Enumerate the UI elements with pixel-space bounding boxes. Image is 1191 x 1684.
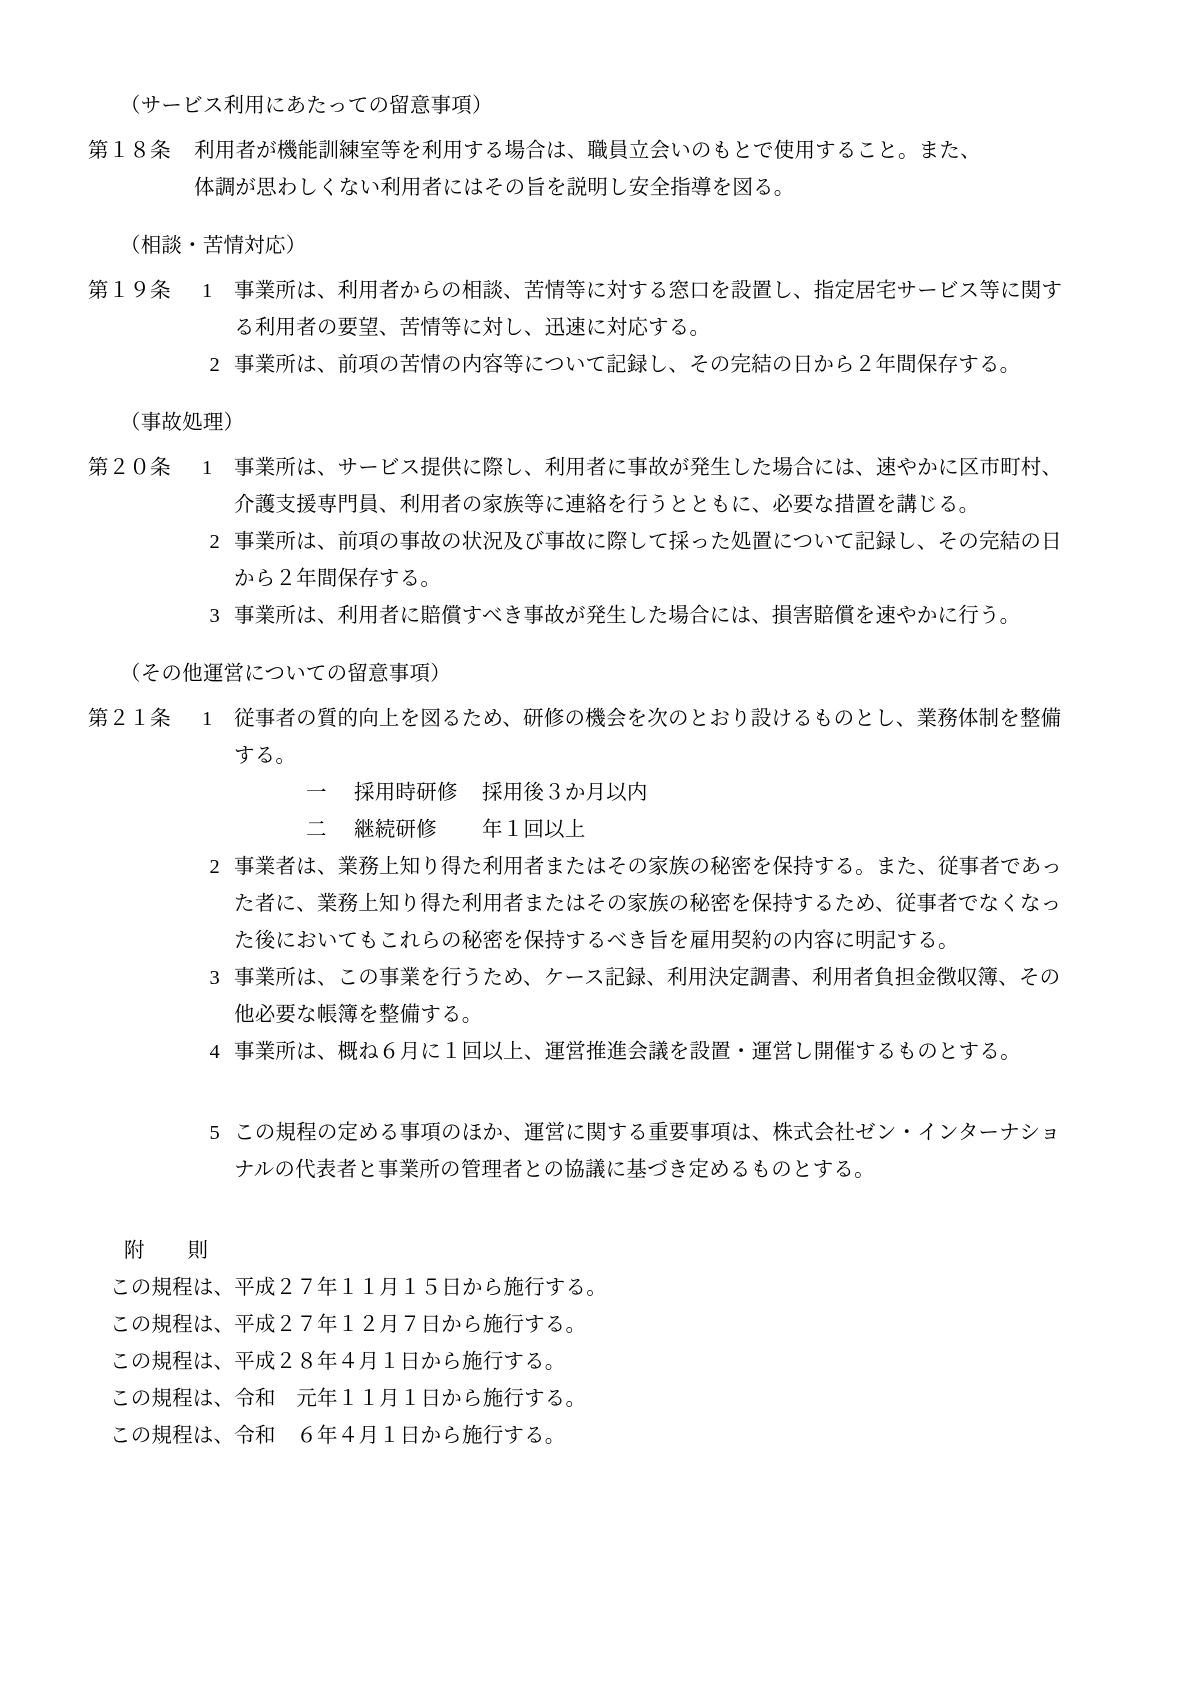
section-article-18 [88, 96, 1091, 215]
article-21-enumeration-1-mark: 一 [306, 782, 327, 804]
document-body [88, 96, 1091, 1463]
article-19-item-2-number: 2 [209, 354, 220, 376]
spacer [88, 1079, 1091, 1123]
article-19-item-1-line-1: る利用者の要望、苦情等に対し、迅速に対応する。 [234, 317, 711, 339]
article-21-item-2-line-2: た後においてもこれらの秘密を保持するべき旨を雇用契約の内容に明記する。 [234, 930, 959, 952]
article-21-item-3-line-1: 他必要な帳簿を整備する。 [234, 1004, 483, 1026]
article-21-item-1-line-1: する。 [234, 745, 297, 767]
group-title-19: （相談・苦情対応） [120, 235, 307, 257]
article-heading-18 [88, 141, 1091, 178]
article-19-item-2-line-0: 事業所は、前項の苦情の内容等について記録し、その完結の日から２年間保存する。 [234, 354, 1021, 376]
group-title-20: （事故処理） [120, 412, 245, 434]
article-20-item-2-line-1: から２年間保存する。 [234, 568, 442, 590]
article-19-item-1-number: 1 [202, 280, 213, 302]
section-article-21 [88, 664, 1091, 1197]
group-title-21: （その他運営についての留意事項） [120, 663, 451, 685]
article-label-21: 第２１条 [88, 708, 171, 730]
article-21-item-3-line-0: 事業所は、この事業を行うため、ケース記録、利用決定調書、利用者負担金徴収簿、その [234, 967, 1061, 989]
article-label-19: 第１９条 [88, 280, 171, 302]
article-20-item-2-line-0: 事業所は、前項の事故の状況及び事故に際して採った処置について記録し、その完結の日 [234, 531, 1062, 553]
article-21-item-4-number: 4 [209, 1041, 220, 1063]
article-heading-21 [88, 709, 1091, 746]
article-21-item-5-number: 5 [209, 1122, 220, 1144]
article-heading-20 [88, 458, 1091, 495]
article-21-item-1-line-0: 従事者の質的向上を図るため、研修の機会を次のとおり設けるものとし、業務体制を整備 [234, 708, 1062, 730]
spacer [88, 1197, 1091, 1241]
article-21-item-4-line-0: 事業所は、概ね６月に１回以上、運営推進会議を設置・運営し開催するものとする。 [234, 1041, 1021, 1063]
article-21-item-2 [88, 857, 1091, 894]
article-21-enumeration-1 [88, 783, 1091, 820]
article-19-item-2 [88, 355, 1091, 392]
article-21-enumeration-1-label: 採用時研修 [354, 782, 458, 804]
article-21-item-2-number: 2 [209, 856, 220, 878]
article-21-item-3 [88, 968, 1091, 1005]
article-21-item-2-line-1: た者に、業務上知り得た利用者またはその家族の秘密を保持するため、従事者でなくなっ [234, 893, 1062, 915]
article-21-item-3-number: 3 [209, 967, 220, 989]
article-heading-19 [88, 281, 1091, 318]
supplementary-title: 附 則 [124, 1240, 220, 1262]
article-21-item-5-line-1: ナルの代表者と事業所の管理者との協議に基づき定めるものとする。 [234, 1159, 875, 1181]
article-18-item-0-line-0: 利用者が機能訓練室等を利用する場合は、職員立会いのもとで使用すること。また、 [194, 140, 981, 162]
supplementary-line-1: この規程は、平成２７年１１月１５日から施行する。 [110, 1277, 607, 1299]
article-20-item-3-line-0: 事業所は、利用者に賠償すべき事故が発生した場合には、損害賠償を速やかに行う。 [234, 605, 1021, 627]
article-20-item-2-number: 2 [209, 531, 220, 553]
spacer [88, 643, 1091, 664]
group-title-18: （サービス利用にあたっての留意事項） [120, 95, 493, 117]
article-21-enumeration-2-mark: 二 [306, 819, 327, 841]
article-19-item-1-line-0: 事業所は、利用者からの相談、苦情等に対する窓口を設置し、指定居宅サービス等に関す [234, 280, 1063, 302]
article-21-enumeration-2-value: 年１回以上 [482, 819, 586, 841]
article-21-enumeration-1-value: 採用後３か月以内 [482, 782, 648, 804]
section-article-20 [88, 413, 1091, 643]
article-label-20: 第２０条 [88, 457, 171, 479]
supplementary-line-5: この規程は、令和 ６年４月１日から施行する。 [110, 1425, 566, 1447]
section-article-19 [88, 236, 1091, 392]
article-20-item-3 [88, 606, 1091, 643]
article-21-item-5 [88, 1123, 1091, 1160]
article-20-item-3-number: 3 [209, 605, 220, 627]
article-label-18: 第１８条 [88, 140, 171, 162]
supplementary-line-2: この規程は、平成２７年１２月７日から施行する。 [110, 1314, 587, 1336]
article-18-item-0-line-1: 体調が思わしくない利用者にはその旨を説明し安全指導を図る。 [194, 177, 795, 199]
article-21-item-1-number: 1 [202, 708, 213, 730]
article-21-enumeration-2 [88, 820, 1091, 857]
spacer [88, 215, 1091, 236]
article-21-enumeration-2-label: 継続研修 [354, 819, 437, 841]
article-20-item-1-line-1: 介護支援専門員、利用者の家族等に連絡を行うとともに、必要な措置を講じる。 [234, 494, 980, 516]
supplementary-line-3: この規程は、平成２８年４月１日から施行する。 [110, 1351, 566, 1373]
supplementary-provisions [88, 1241, 1091, 1463]
spacer [88, 392, 1091, 413]
article-21-item-5-line-0: この規程の定める事項のほか、運営に関する重要事項は、株式会社ゼン・インターナショ [234, 1122, 1061, 1144]
article-20-item-1-number: 1 [202, 457, 213, 479]
article-20-item-2 [88, 532, 1091, 569]
article-20-item-1-line-0: 事業所は、サービス提供に際し、利用者に事故が発生した場合には、速やかに区市町村、 [234, 457, 1063, 479]
article-21-item-4 [88, 1042, 1091, 1079]
article-21-item-2-line-0: 事業者は、業務上知り得た利用者またはその家族の秘密を保持する。また、従事者であっ [234, 856, 1062, 878]
supplementary-line-4: この規程は、令和 元年１１月１日から施行する。 [110, 1388, 587, 1410]
